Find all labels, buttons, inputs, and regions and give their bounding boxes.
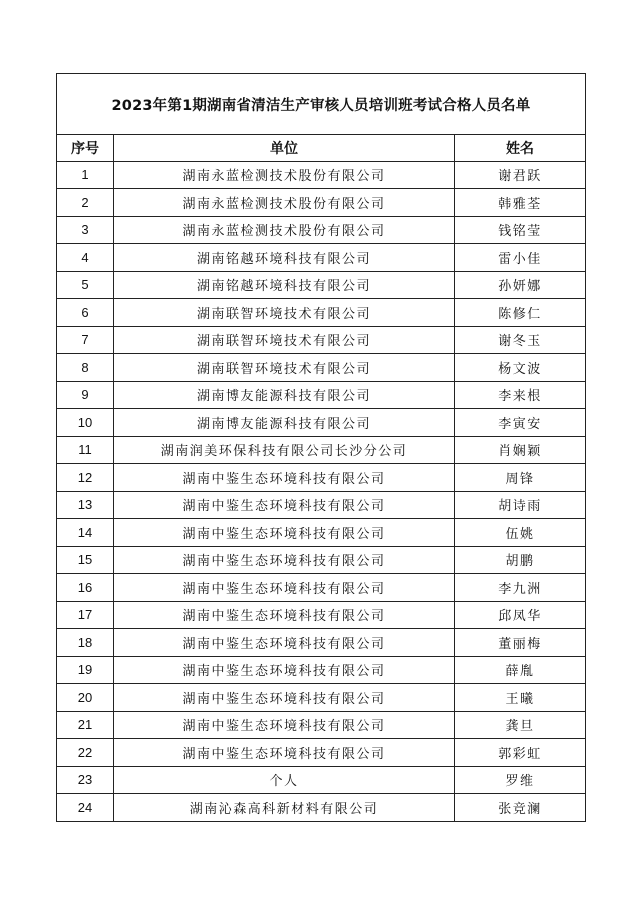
table-row [57,739,586,767]
table-row [57,574,586,602]
table-row [57,711,586,739]
row-name-cell: 龚旦 [455,711,586,739]
row-number-cell: 23 [57,766,114,794]
row-number-cell: 16 [57,574,114,602]
row-number-cell: 18 [57,629,114,657]
row-name-cell: 雷小佳 [455,244,586,272]
table-header-row [57,135,586,162]
row-unit-cell: 湖南铭越环境科技有限公司 [114,271,455,299]
row-number-cell: 3 [57,216,114,244]
row-name-cell: 周锋 [455,464,586,492]
row-name-cell: 王曦 [455,684,586,712]
row-unit-cell: 湖南中鉴生态环境科技有限公司 [114,601,455,629]
row-name-cell: 孙妍娜 [455,271,586,299]
table-row [57,409,586,437]
column-header-no: 序号 [57,135,114,162]
row-unit-cell: 湖南中鉴生态环境科技有限公司 [114,519,455,547]
row-name-cell: 陈修仁 [455,299,586,327]
document-title: 2023年第1期湖南省清洁生产审核人员培训班考试合格人员名单 [57,74,586,135]
column-header-name: 姓名 [455,135,586,162]
row-unit-cell: 湖南中鉴生态环境科技有限公司 [114,574,455,602]
table-row [57,244,586,272]
row-name-cell: 韩雅荃 [455,189,586,217]
row-unit-cell: 湖南中鉴生态环境科技有限公司 [114,739,455,767]
table-row [57,519,586,547]
table-row [57,381,586,409]
row-unit-cell: 湖南中鉴生态环境科技有限公司 [114,464,455,492]
table-row [57,601,586,629]
row-unit-cell: 个人 [114,766,455,794]
row-unit-cell: 湖南中鉴生态环境科技有限公司 [114,684,455,712]
row-number-cell: 15 [57,546,114,574]
column-header-unit: 单位 [114,135,455,162]
qualified-personnel-table [56,73,586,822]
row-unit-cell: 湖南中鉴生态环境科技有限公司 [114,546,455,574]
row-unit-cell: 湖南永蓝检测技术股份有限公司 [114,189,455,217]
row-unit-cell: 湖南博友能源科技有限公司 [114,409,455,437]
row-unit-cell: 湖南联智环境技术有限公司 [114,299,455,327]
table-row [57,491,586,519]
row-number-cell: 17 [57,601,114,629]
row-number-cell: 6 [57,299,114,327]
row-name-cell: 董丽梅 [455,629,586,657]
table-row [57,354,586,382]
table-row [57,794,586,822]
table-row [57,766,586,794]
row-name-cell: 胡诗雨 [455,491,586,519]
row-unit-cell: 湖南中鉴生态环境科技有限公司 [114,711,455,739]
row-unit-cell: 湖南中鉴生态环境科技有限公司 [114,656,455,684]
row-unit-cell: 湖南联智环境技术有限公司 [114,326,455,354]
row-number-cell: 22 [57,739,114,767]
row-number-cell: 24 [57,794,114,822]
row-unit-cell: 湖南联智环境技术有限公司 [114,354,455,382]
row-name-cell: 伍姚 [455,519,586,547]
row-number-cell: 11 [57,436,114,464]
table-row [57,629,586,657]
row-number-cell: 10 [57,409,114,437]
row-number-cell: 4 [57,244,114,272]
row-number-cell: 13 [57,491,114,519]
row-name-cell: 薛胤 [455,656,586,684]
row-number-cell: 12 [57,464,114,492]
row-name-cell: 李来根 [455,381,586,409]
table-row [57,436,586,464]
table-row [57,684,586,712]
row-unit-cell: 湖南铭越环境科技有限公司 [114,244,455,272]
row-number-cell: 9 [57,381,114,409]
row-number-cell: 5 [57,271,114,299]
row-name-cell: 杨文波 [455,354,586,382]
row-unit-cell: 湖南中鉴生态环境科技有限公司 [114,629,455,657]
row-name-cell: 谢冬玉 [455,326,586,354]
row-name-cell: 钱铭莹 [455,216,586,244]
row-unit-cell: 湖南博友能源科技有限公司 [114,381,455,409]
row-name-cell: 郭彩虹 [455,739,586,767]
row-name-cell: 罗维 [455,766,586,794]
row-unit-cell: 湖南沁森高科新材料有限公司 [114,794,455,822]
table-row [57,299,586,327]
table-row [57,656,586,684]
table-row [57,271,586,299]
row-number-cell: 20 [57,684,114,712]
row-number-cell: 7 [57,326,114,354]
row-number-cell: 14 [57,519,114,547]
table-row [57,546,586,574]
row-name-cell: 李寅安 [455,409,586,437]
row-name-cell: 李九洲 [455,574,586,602]
row-number-cell: 1 [57,161,114,189]
row-unit-cell: 湖南润美环保科技有限公司长沙分公司 [114,436,455,464]
row-name-cell: 肖娴颖 [455,436,586,464]
row-number-cell: 8 [57,354,114,382]
row-unit-cell: 湖南永蓝检测技术股份有限公司 [114,216,455,244]
table-row [57,161,586,189]
table-body [57,161,586,821]
table-row [57,216,586,244]
row-name-cell: 谢君跃 [455,161,586,189]
row-number-cell: 2 [57,189,114,217]
table-row [57,464,586,492]
row-name-cell: 胡鹏 [455,546,586,574]
row-name-cell: 邱凤华 [455,601,586,629]
row-unit-cell: 湖南中鉴生态环境科技有限公司 [114,491,455,519]
row-number-cell: 19 [57,656,114,684]
row-name-cell: 张竞澜 [455,794,586,822]
table-row [57,189,586,217]
row-number-cell: 21 [57,711,114,739]
row-unit-cell: 湖南永蓝检测技术股份有限公司 [114,161,455,189]
table-row [57,326,586,354]
